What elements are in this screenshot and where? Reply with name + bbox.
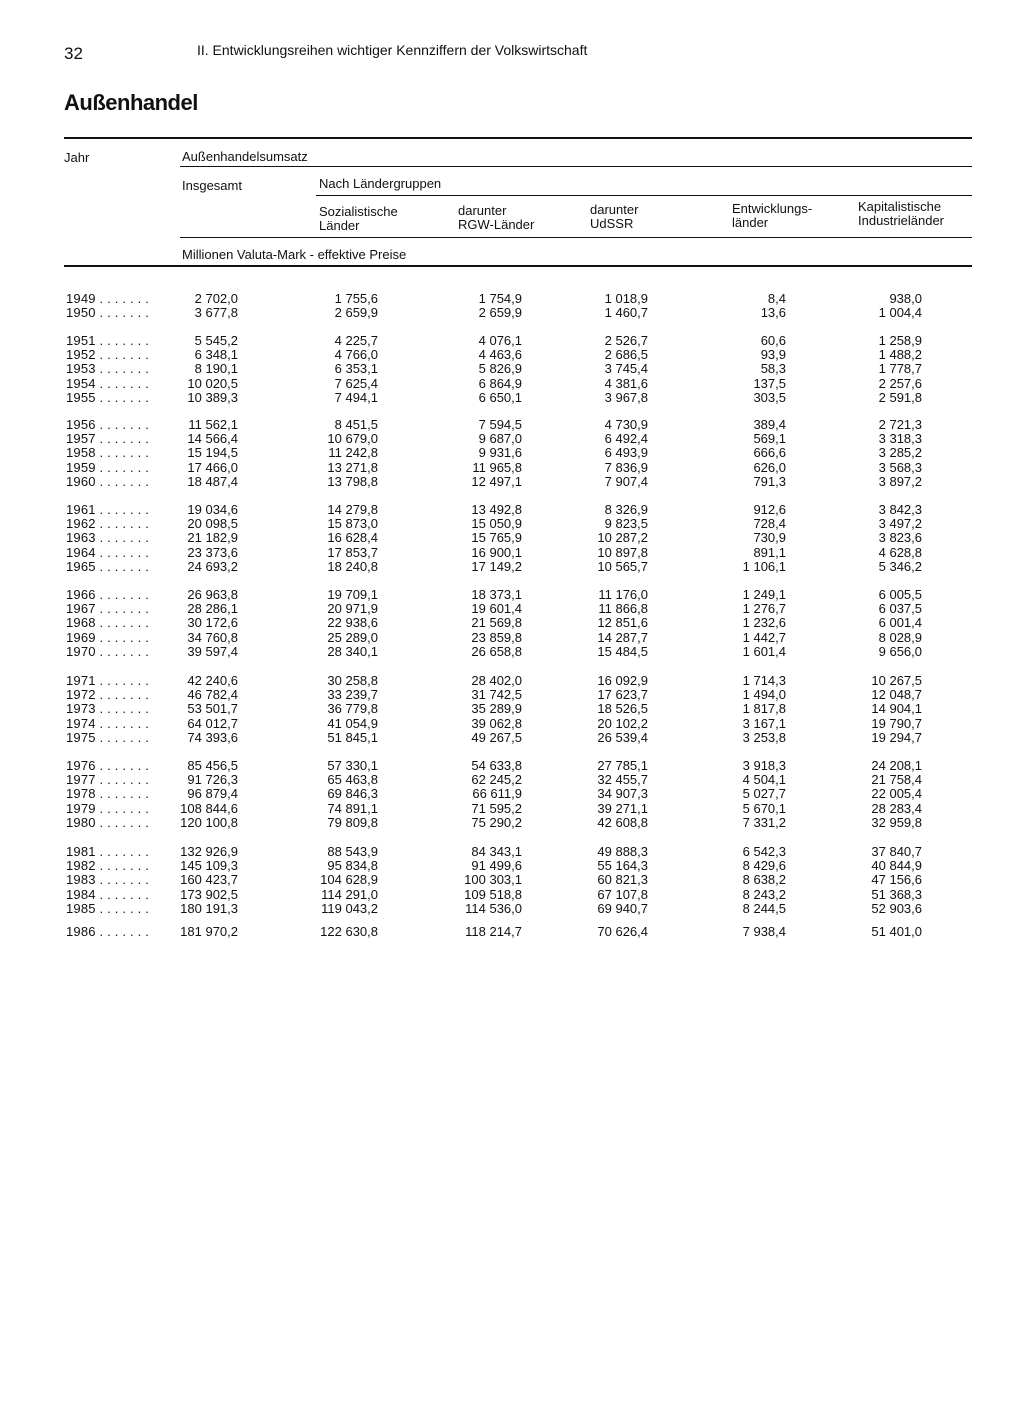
cell-rgw: 109 518,8 xyxy=(464,886,522,902)
cell-udssr: 6 492,4 xyxy=(604,431,648,447)
cell-udssr: 8 326,9 xyxy=(604,502,648,517)
cell-udssr: 4 381,6 xyxy=(604,375,648,391)
cell-sozialistische: 65 463,8 xyxy=(327,772,378,788)
cell-entwicklung: 7 938,4 xyxy=(742,924,786,939)
page-number: 32 xyxy=(64,44,83,63)
section-title: Außenhandel xyxy=(64,90,198,115)
cell-udssr: 26 539,4 xyxy=(597,729,648,745)
cell-udssr: 12 851,6 xyxy=(597,615,648,631)
cell-rgw: 39 062,8 xyxy=(471,715,522,731)
cell-insgesamt: 46 782,4 xyxy=(187,687,238,703)
cell-kapitalistische: 938,0 xyxy=(889,291,922,306)
rule-under-umsatz xyxy=(180,166,972,167)
col-header-kapital-1: Kapitalistische xyxy=(858,199,942,214)
cell-rgw: 9 931,6 xyxy=(478,445,522,461)
cell-rgw: 6 864,9 xyxy=(478,375,522,391)
cell-entwicklung: 6 542,3 xyxy=(742,844,786,859)
cell-udssr: 11 176,0 xyxy=(598,587,648,602)
cell-insgesamt: 20 098,5 xyxy=(187,516,238,532)
cell-year: 1966 . . . . . . . xyxy=(66,587,150,602)
cell-kapitalistische: 6 037,5 xyxy=(878,601,922,617)
cell-sozialistische: 28 340,1 xyxy=(327,643,378,659)
cell-kapitalistische: 51 368,3 xyxy=(871,886,922,902)
cell-udssr: 69 940,7 xyxy=(597,900,648,916)
cell-sozialistische: 33 239,7 xyxy=(327,687,378,703)
cell-rgw: 21 569,8 xyxy=(471,615,522,631)
cell-year: 1967 . . . . . . . xyxy=(66,601,150,617)
col-header-sozialistische-2: Länder xyxy=(319,218,360,233)
cell-kapitalistische: 9 656,0 xyxy=(878,643,922,659)
cell-year: 1975 . . . . . . . xyxy=(66,729,150,745)
cell-udssr: 10 565,7 xyxy=(597,558,648,574)
cell-year: 1963 . . . . . . . xyxy=(66,530,150,546)
cell-sozialistische: 7 625,4 xyxy=(334,375,378,391)
cell-rgw: 15 765,9 xyxy=(471,530,522,546)
cell-insgesamt: 17 466,0 xyxy=(187,459,238,475)
cell-insgesamt: 10 389,3 xyxy=(187,389,238,405)
col-header-jahr: Jahr xyxy=(64,150,90,165)
cell-entwicklung: 3 918,3 xyxy=(742,758,786,773)
cell-sozialistische: 25 289,0 xyxy=(327,629,378,645)
cell-sozialistische: 57 330,1 xyxy=(327,758,378,773)
cell-entwicklung: 1 442,7 xyxy=(742,629,786,645)
cell-rgw: 19 601,4 xyxy=(471,601,522,617)
cell-sozialistische: 8 451,5 xyxy=(334,417,378,432)
cell-rgw: 12 497,1 xyxy=(471,473,522,489)
cell-rgw: 23 859,8 xyxy=(471,629,522,645)
cell-rgw: 2 659,9 xyxy=(478,305,522,321)
cell-entwicklung: 58,3 xyxy=(760,361,786,377)
cell-year: 1981 . . . . . . . xyxy=(66,844,150,859)
cell-insgesamt: 24 693,2 xyxy=(187,558,238,574)
cell-kapitalistische: 5 346,2 xyxy=(878,558,922,574)
cell-entwicklung: 1 276,7 xyxy=(742,601,786,617)
cell-year: 1970 . . . . . . . xyxy=(66,643,150,659)
cell-rgw: 66 611,9 xyxy=(472,786,522,802)
cell-year: 1950 . . . . . . . xyxy=(66,305,150,321)
header-bottom-rule xyxy=(64,265,972,267)
cell-udssr: 10 287,2 xyxy=(597,530,648,546)
cell-rgw: 75 290,2 xyxy=(471,814,522,830)
cell-entwicklung: 13,6 xyxy=(760,305,786,321)
cell-sozialistische: 15 873,0 xyxy=(327,516,378,532)
cell-insgesamt: 42 240,6 xyxy=(187,673,238,688)
cell-insgesamt: 11 562,1 xyxy=(188,417,238,432)
cell-kapitalistische: 3 568,3 xyxy=(878,459,922,475)
cell-insgesamt: 26 963,8 xyxy=(187,587,238,602)
cell-rgw: 118 214,7 xyxy=(465,924,522,939)
cell-year: 1986 . . . . . . . xyxy=(66,924,150,939)
cell-entwicklung: 8 638,2 xyxy=(742,872,786,888)
cell-year: 1982 . . . . . . . xyxy=(66,858,150,874)
cell-entwicklung: 8 429,6 xyxy=(742,858,786,874)
cell-udssr: 3 745,4 xyxy=(604,361,648,377)
cell-sozialistische: 19 709,1 xyxy=(327,587,378,602)
cell-kapitalistische: 32 959,8 xyxy=(871,814,922,830)
cell-year: 1964 . . . . . . . xyxy=(66,544,150,560)
col-header-entwicklung-2: länder xyxy=(732,215,769,230)
cell-rgw: 91 499,6 xyxy=(471,858,522,874)
cell-rgw: 62 245,2 xyxy=(471,772,522,788)
cell-year: 1957 . . . . . . . xyxy=(66,431,150,447)
cell-rgw: 6 650,1 xyxy=(478,389,522,405)
cell-udssr: 7 907,4 xyxy=(604,473,648,489)
col-header-udssr-2: UdSSR xyxy=(590,216,634,231)
cell-kapitalistische: 3 823,6 xyxy=(878,530,922,546)
cell-insgesamt: 74 393,6 xyxy=(187,729,238,745)
cell-sozialistische: 2 659,9 xyxy=(334,305,378,321)
cell-udssr: 15 484,5 xyxy=(597,643,648,659)
cell-year: 1960 . . . . . . . xyxy=(66,473,150,489)
cell-udssr: 32 455,7 xyxy=(597,772,648,788)
cell-insgesamt: 85 456,5 xyxy=(187,758,238,773)
cell-rgw: 11 965,8 xyxy=(472,459,522,475)
cell-insgesamt: 180 191,3 xyxy=(180,900,238,916)
cell-entwicklung: 626,0 xyxy=(753,459,786,475)
cell-udssr: 11 866,8 xyxy=(598,601,648,617)
cell-year: 1968 . . . . . . . xyxy=(66,615,150,631)
cell-year: 1984 . . . . . . . xyxy=(66,886,150,902)
cell-kapitalistische: 1 258,9 xyxy=(878,333,922,348)
cell-year: 1961 . . . . . . . xyxy=(66,502,150,517)
cell-kapitalistische: 3 285,2 xyxy=(878,445,922,461)
cell-year: 1973 . . . . . . . xyxy=(66,701,150,717)
cell-entwicklung: 5 027,7 xyxy=(742,786,786,802)
cell-year: 1972 . . . . . . . xyxy=(66,687,150,703)
cell-rgw: 1 754,9 xyxy=(478,291,522,306)
cell-sozialistische: 119 043,2 xyxy=(321,900,378,916)
cell-year: 1965 . . . . . . . xyxy=(66,558,150,574)
cell-insgesamt: 91 726,3 xyxy=(187,772,238,788)
cell-entwicklung: 1 601,4 xyxy=(742,643,786,659)
cell-entwicklung: 912,6 xyxy=(753,502,786,517)
cell-sozialistische: 95 834,8 xyxy=(327,858,378,874)
cell-year: 1949 . . . . . . . xyxy=(66,291,150,306)
cell-entwicklung: 4 504,1 xyxy=(742,772,786,788)
cell-kapitalistische: 2 591,8 xyxy=(878,389,922,405)
rule-under-laendergruppen xyxy=(316,195,972,196)
cell-udssr: 60 821,3 xyxy=(597,872,648,888)
cell-sozialistische: 88 543,9 xyxy=(327,844,378,859)
cell-entwicklung: 5 670,1 xyxy=(742,800,786,816)
cell-sozialistische: 17 853,7 xyxy=(327,544,378,560)
cell-entwicklung: 728,4 xyxy=(753,516,786,532)
cell-sozialistische: 41 054,9 xyxy=(327,715,378,731)
cell-rgw: 15 050,9 xyxy=(471,516,522,532)
cell-sozialistische: 13 798,8 xyxy=(327,473,378,489)
cell-kapitalistische: 24 208,1 xyxy=(871,758,922,773)
cell-entwicklung: 7 331,2 xyxy=(742,814,786,830)
cell-entwicklung: 1 232,6 xyxy=(742,615,786,631)
cell-insgesamt: 53 501,7 xyxy=(187,701,238,717)
cell-kapitalistische: 3 497,2 xyxy=(878,516,922,532)
cell-entwicklung: 8 243,2 xyxy=(742,886,786,902)
cell-udssr: 42 608,8 xyxy=(597,814,648,830)
cell-year: 1983 . . . . . . . xyxy=(66,872,150,888)
cell-kapitalistische: 3 318,3 xyxy=(878,431,922,447)
cell-kapitalistische: 2 721,3 xyxy=(878,417,922,432)
cell-insgesamt: 2 702,0 xyxy=(194,291,238,306)
cell-sozialistische: 7 494,1 xyxy=(334,389,378,405)
cell-sozialistische: 74 891,1 xyxy=(327,800,378,816)
cell-year: 1978 . . . . . . . xyxy=(66,786,150,802)
cell-entwicklung: 3 253,8 xyxy=(742,729,786,745)
col-header-rgw-2: RGW-Länder xyxy=(458,217,535,232)
cell-rgw: 54 633,8 xyxy=(471,758,522,773)
cell-sozialistische: 13 271,8 xyxy=(327,459,378,475)
cell-udssr: 2 526,7 xyxy=(604,333,648,348)
unit-note: Millionen Valuta-Mark - effektive Preise xyxy=(182,247,407,262)
cell-kapitalistische: 8 028,9 xyxy=(878,629,922,645)
running-head: II. Entwicklungsreihen wichtiger Kennziffern der Volkswirtschaft xyxy=(197,42,588,58)
cell-udssr: 4 730,9 xyxy=(604,417,648,432)
cell-kapitalistische: 10 267,5 xyxy=(871,673,922,688)
cell-rgw: 26 658,8 xyxy=(471,643,522,659)
cell-sozialistische: 18 240,8 xyxy=(327,558,378,574)
cell-entwicklung: 60,6 xyxy=(760,333,786,348)
cell-sozialistische: 51 845,1 xyxy=(327,729,378,745)
cell-entwicklung: 137,5 xyxy=(753,375,786,391)
cell-sozialistische: 1 755,6 xyxy=(334,291,378,306)
col-header-umsatz: Außenhandelsumsatz xyxy=(182,149,308,164)
cell-insgesamt: 14 566,4 xyxy=(187,431,238,447)
cell-year: 1951 . . . . . . . xyxy=(66,333,150,348)
cell-insgesamt: 10 020,5 xyxy=(187,375,238,391)
cell-kapitalistische: 28 283,4 xyxy=(871,800,922,816)
cell-sozialistische: 122 630,8 xyxy=(320,924,378,939)
cell-kapitalistische: 52 903,6 xyxy=(871,900,922,916)
cell-entwicklung: 1 106,1 xyxy=(742,558,786,574)
cell-kapitalistische: 21 758,4 xyxy=(871,772,922,788)
cell-sozialistische: 16 628,4 xyxy=(327,530,378,546)
cell-year: 1980 . . . . . . . xyxy=(66,814,150,830)
cell-kapitalistische: 6 005,5 xyxy=(878,587,922,602)
cell-kapitalistische: 3 897,2 xyxy=(878,473,922,489)
cell-kapitalistische: 19 294,7 xyxy=(871,729,922,745)
cell-year: 1954 . . . . . . . xyxy=(66,375,150,391)
cell-year: 1976 . . . . . . . xyxy=(66,758,150,773)
cell-insgesamt: 30 172,6 xyxy=(187,615,238,631)
cell-entwicklung: 93,9 xyxy=(760,347,786,363)
cell-udssr: 17 623,7 xyxy=(597,687,648,703)
cell-udssr: 14 287,7 xyxy=(597,629,648,645)
cell-entwicklung: 1 817,8 xyxy=(742,701,786,717)
cell-udssr: 7 836,9 xyxy=(604,459,648,475)
cell-sozialistische: 114 291,0 xyxy=(321,886,378,902)
cell-kapitalistische: 19 790,7 xyxy=(871,715,922,731)
cell-year: 1977 . . . . . . . xyxy=(66,772,150,788)
cell-rgw: 13 492,8 xyxy=(471,502,522,517)
cell-year: 1958 . . . . . . . xyxy=(66,445,150,461)
cell-year: 1971 . . . . . . . xyxy=(66,673,150,688)
cell-sozialistische: 4 766,0 xyxy=(334,347,378,363)
cell-entwicklung: 8 244,5 xyxy=(742,900,786,916)
cell-udssr: 55 164,3 xyxy=(597,858,648,874)
cell-udssr: 6 493,9 xyxy=(604,445,648,461)
cell-udssr: 34 907,3 xyxy=(597,786,648,802)
cell-insgesamt: 3 677,8 xyxy=(194,305,238,321)
cell-insgesamt: 39 597,4 xyxy=(187,643,238,659)
cell-insgesamt: 18 487,4 xyxy=(187,473,238,489)
cell-rgw: 35 289,9 xyxy=(471,701,522,717)
cell-udssr: 10 897,8 xyxy=(597,544,648,560)
cell-kapitalistische: 14 904,1 xyxy=(871,701,922,717)
cell-year: 1953 . . . . . . . xyxy=(66,361,150,377)
cell-year: 1974 . . . . . . . xyxy=(66,715,150,731)
cell-rgw: 4 463,6 xyxy=(478,347,522,363)
cell-udssr: 67 107,8 xyxy=(597,886,648,902)
cell-kapitalistische: 3 842,3 xyxy=(878,502,922,517)
cell-udssr: 9 823,5 xyxy=(604,516,648,532)
col-header-nach-laendergruppen: Nach Ländergruppen xyxy=(319,176,442,191)
cell-entwicklung: 389,4 xyxy=(753,417,786,432)
cell-insgesamt: 96 879,4 xyxy=(187,786,238,802)
cell-kapitalistische: 12 048,7 xyxy=(871,687,922,703)
cell-year: 1959 . . . . . . . xyxy=(66,459,150,475)
cell-kapitalistische: 1 488,2 xyxy=(878,347,922,363)
cell-rgw: 5 826,9 xyxy=(478,361,522,377)
cell-kapitalistische: 40 844,9 xyxy=(871,858,922,874)
cell-udssr: 20 102,2 xyxy=(597,715,648,731)
cell-insgesamt: 160 423,7 xyxy=(180,872,238,888)
cell-rgw: 100 303,1 xyxy=(464,872,522,888)
cell-sozialistische: 79 809,8 xyxy=(327,814,378,830)
cell-rgw: 84 343,1 xyxy=(471,844,522,859)
cell-year: 1955 . . . . . . . xyxy=(66,389,150,405)
cell-sozialistische: 14 279,8 xyxy=(327,502,378,517)
cell-sozialistische: 22 938,6 xyxy=(327,615,378,631)
col-header-rgw-1: darunter xyxy=(458,203,507,218)
cell-rgw: 71 595,2 xyxy=(471,800,522,816)
top-thick-rule xyxy=(64,137,972,139)
cell-rgw: 49 267,5 xyxy=(471,729,522,745)
cell-entwicklung: 569,1 xyxy=(753,431,786,447)
cell-insgesamt: 34 760,8 xyxy=(187,629,238,645)
cell-rgw: 31 742,5 xyxy=(471,687,522,703)
cell-udssr: 3 967,8 xyxy=(604,389,648,405)
cell-udssr: 2 686,5 xyxy=(604,347,648,363)
cell-sozialistische: 10 679,0 xyxy=(327,431,378,447)
cell-udssr: 18 526,5 xyxy=(597,701,648,717)
cell-insgesamt: 15 194,5 xyxy=(187,445,238,461)
col-header-kapital-2: Industrieländer xyxy=(858,213,944,228)
cell-udssr: 1 018,9 xyxy=(604,291,648,306)
cell-rgw: 16 900,1 xyxy=(471,544,522,560)
cell-insgesamt: 8 190,1 xyxy=(194,361,238,377)
cell-udssr: 70 626,4 xyxy=(597,924,648,939)
cell-year: 1985 . . . . . . . xyxy=(66,900,150,916)
cell-insgesamt: 173 902,5 xyxy=(180,886,238,902)
cell-sozialistische: 11 242,8 xyxy=(328,445,378,461)
cell-udssr: 39 271,1 xyxy=(597,800,648,816)
cell-insgesamt: 6 348,1 xyxy=(194,347,238,363)
cell-kapitalistische: 22 005,4 xyxy=(871,786,922,802)
cell-rgw: 114 536,0 xyxy=(465,900,522,916)
cell-rgw: 7 594,5 xyxy=(478,417,522,432)
cell-rgw: 9 687,0 xyxy=(478,431,522,447)
cell-sozialistische: 6 353,1 xyxy=(334,361,378,377)
cell-insgesamt: 120 100,8 xyxy=(180,814,238,830)
cell-entwicklung: 791,3 xyxy=(753,473,786,489)
col-header-udssr-1: darunter xyxy=(590,202,639,217)
cell-entwicklung: 891,1 xyxy=(753,544,786,560)
cell-rgw: 17 149,2 xyxy=(471,558,522,574)
cell-sozialistische: 69 846,3 xyxy=(327,786,378,802)
cell-insgesamt: 108 844,6 xyxy=(180,800,238,816)
cell-kapitalistische: 47 156,6 xyxy=(871,872,922,888)
cell-udssr: 16 092,9 xyxy=(597,673,648,688)
cell-entwicklung: 8,4 xyxy=(767,291,786,306)
cell-sozialistische: 104 628,9 xyxy=(320,872,378,888)
cell-entwicklung: 1 249,1 xyxy=(742,587,786,602)
cell-year: 1956 . . . . . . . xyxy=(66,417,150,432)
cell-entwicklung: 1 714,3 xyxy=(742,673,786,688)
cell-year: 1952 . . . . . . . xyxy=(66,347,150,363)
cell-insgesamt: 19 034,6 xyxy=(187,502,238,517)
col-header-entwicklung-1: Entwicklungs- xyxy=(732,201,813,216)
cell-insgesamt: 21 182,9 xyxy=(187,530,238,546)
cell-insgesamt: 132 926,9 xyxy=(180,844,238,859)
rule-above-unit xyxy=(180,237,972,238)
cell-udssr: 27 785,1 xyxy=(597,758,648,773)
cell-kapitalistische: 1 004,4 xyxy=(878,305,922,321)
cell-rgw: 28 402,0 xyxy=(471,673,522,688)
cell-insgesamt: 5 545,2 xyxy=(194,333,238,348)
cell-entwicklung: 1 494,0 xyxy=(742,687,786,703)
cell-kapitalistische: 6 001,4 xyxy=(878,615,922,631)
cell-udssr: 49 888,3 xyxy=(597,844,648,859)
cell-rgw: 18 373,1 xyxy=(471,587,522,602)
cell-sozialistische: 4 225,7 xyxy=(334,333,378,348)
cell-kapitalistische: 37 840,7 xyxy=(871,844,922,859)
cell-insgesamt: 181 970,2 xyxy=(180,924,238,939)
cell-entwicklung: 3 167,1 xyxy=(742,715,786,731)
cell-insgesamt: 64 012,7 xyxy=(187,715,238,731)
cell-kapitalistische: 4 628,8 xyxy=(878,544,922,560)
cell-insgesamt: 23 373,6 xyxy=(187,544,238,560)
cell-udssr: 1 460,7 xyxy=(604,305,648,321)
cell-insgesamt: 145 109,3 xyxy=(180,858,238,874)
cell-entwicklung: 303,5 xyxy=(753,389,786,405)
cell-kapitalistische: 1 778,7 xyxy=(878,361,922,377)
cell-entwicklung: 730,9 xyxy=(753,530,786,546)
cell-year: 1969 . . . . . . . xyxy=(66,629,150,645)
cell-sozialistische: 36 779,8 xyxy=(327,701,378,717)
cell-entwicklung: 666,6 xyxy=(753,445,786,461)
col-header-sozialistische-1: Sozialistische xyxy=(319,204,398,219)
cell-year: 1962 . . . . . . . xyxy=(66,516,150,532)
cell-sozialistische: 20 971,9 xyxy=(327,601,378,617)
col-header-insgesamt: Insgesamt xyxy=(182,178,242,193)
cell-rgw: 4 076,1 xyxy=(478,333,522,348)
cell-kapitalistische: 2 257,6 xyxy=(878,375,922,391)
cell-sozialistische: 30 258,8 xyxy=(327,673,378,688)
cell-kapitalistische: 51 401,0 xyxy=(871,924,922,939)
cell-insgesamt: 28 286,1 xyxy=(187,601,238,617)
cell-year: 1979 . . . . . . . xyxy=(66,800,150,816)
